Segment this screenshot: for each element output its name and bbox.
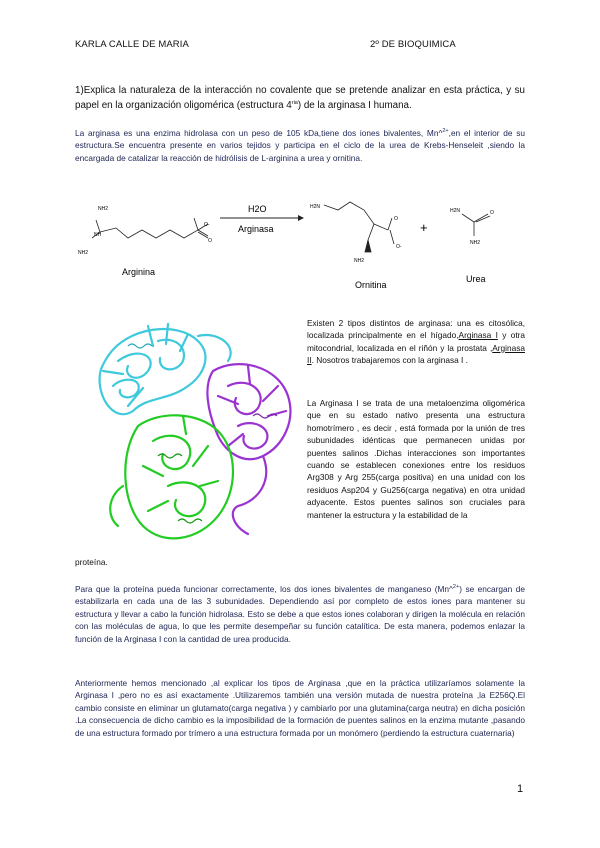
urea-label: Urea (466, 274, 486, 284)
atom-label: O- (204, 222, 210, 228)
reaction-scheme (70, 190, 530, 300)
enzyme-label: Arginasa (238, 224, 274, 234)
course-name: 2º DE BIOQUIMICA (370, 39, 456, 50)
author-name: KARLA CALLE DE MARIA (75, 39, 189, 50)
arginase-trimer-image (88, 316, 300, 566)
atom-label: O (490, 210, 494, 216)
atom-label: O (394, 216, 398, 222)
arginine-structure (92, 218, 208, 238)
plus-sign: + (420, 220, 428, 235)
paragraph-manganese: Para que la proteína pueda funcionar correctamente, los dos iones bivalentes de manganeso (Mn^$^{2+}$) se encargan de estabilizarla en cada una de las 3 subunidades. Dependiendo así por completo de estos iones para mantener su estructura y llevar a cabo la función hidrolasa. Esto se debe a que estos iones colaboran y dirigen la molécula en relación con las moléculas de agua, lo que les permite desempeñar su función catalítica. De esta manera, podemos enlazar la función de la Arginasa I con la cantidad de urea producida. (75, 584, 525, 644)
atom-label: NH2 (78, 250, 89, 256)
arginine-label: Arginina (122, 267, 156, 277)
atom-label: NH2 (98, 206, 109, 212)
question-text: 1)Explica la naturaleza de la interacción no covalente que se pretende analizar en esta práctica, y su papel en la organización oligomérica (estructura $4^{ria}$) de la arginasa I humana. (75, 85, 525, 111)
ornithine-structure (324, 202, 394, 252)
page-number: 1 (517, 783, 524, 795)
atom-label: O- (396, 244, 402, 250)
atom-label: NH2 (354, 258, 365, 264)
atom-label: NH2 (470, 240, 481, 246)
arrow-head (298, 215, 304, 221)
paragraph-intro: La arginasa es una enzima hidrolasa con un peso de 105 kDa,tiene dos iones bivalentes, Mn^$^{2+}$,en el interior de su estructura.Se encuentra presente en varios tejidos y participa en el ciclo de la urea de Krebs-Henseleit ,siendo la encargada de catalizar la reacción de hidrólisis de L-arginina a urea y ornitina. (75, 128, 525, 163)
subunit-cyan (100, 324, 231, 414)
paragraph-mutant: Anteriormente hemos mencionado ,al explicar los tipos de Arginasa ,que en la práctica utilizaríamos solamente la Arginasa I ,pero no es así exactamente .Utilizaremos también una versión mutada de nuestra proteína ,la E256Q.El cambio consiste en eliminar un glutamato(carga negativa ) y cambiarlo por una glutamina(carga neutra) en dicha posición .La consecuencia de dicho cambio es la imposibilidad de la formación de puentes salinos en la enzima mutante ,pasando de una estructura formado por trímero a una estructura formada por un monómero (perdiendo la estructura cuaternaria) (75, 678, 525, 738)
atom-label: O (208, 238, 212, 244)
water-label: H2O (248, 204, 267, 214)
paragraph-structure: La Arginasa I se trata de una metaloenzima oligomérica que en su estado nativo presenta una estructura homotrímero , es decir , está formada por la unión de tres subunidades idénticas que permanecen unidas por puentes salinos .Dichas interacciones son importantes cuando se establecen conexiones entre los residuos Arg308 y Arg 255(carga positiva) en una unidad con los residuos Asp204 y Gu256(carga negativa) en otra unidad adyacente. Estos puentes salinos son cruciales para mantener la estructura y la estabilidad de la (307, 398, 525, 520)
subunit-green (110, 415, 233, 538)
link-arginasa-i[interactable]: Arginasa I (458, 330, 498, 341)
paragraph-structure-tail: proteína. (75, 557, 108, 567)
atom-label: H2N (310, 204, 321, 210)
urea-structure (462, 214, 490, 236)
subunit-purple (207, 364, 290, 534)
ornithine-label: Ornitina (355, 280, 387, 290)
superscript: ria (291, 99, 298, 106)
link-arginasa-ii[interactable]: Arginasa II (307, 342, 525, 366)
atom-label: H2N (450, 208, 461, 214)
atom-label: NH (94, 232, 102, 238)
paragraph-arginase-types: Existen 2 tipos distintos de arginasa: una es citosólica, localizada principalmente en el hígado,Arginasa I y otra mitocondrial, localizada en el riñón y la prostata ,Arginasa II. Nosotros trabajaremos con la arginasa I . (307, 318, 525, 366)
